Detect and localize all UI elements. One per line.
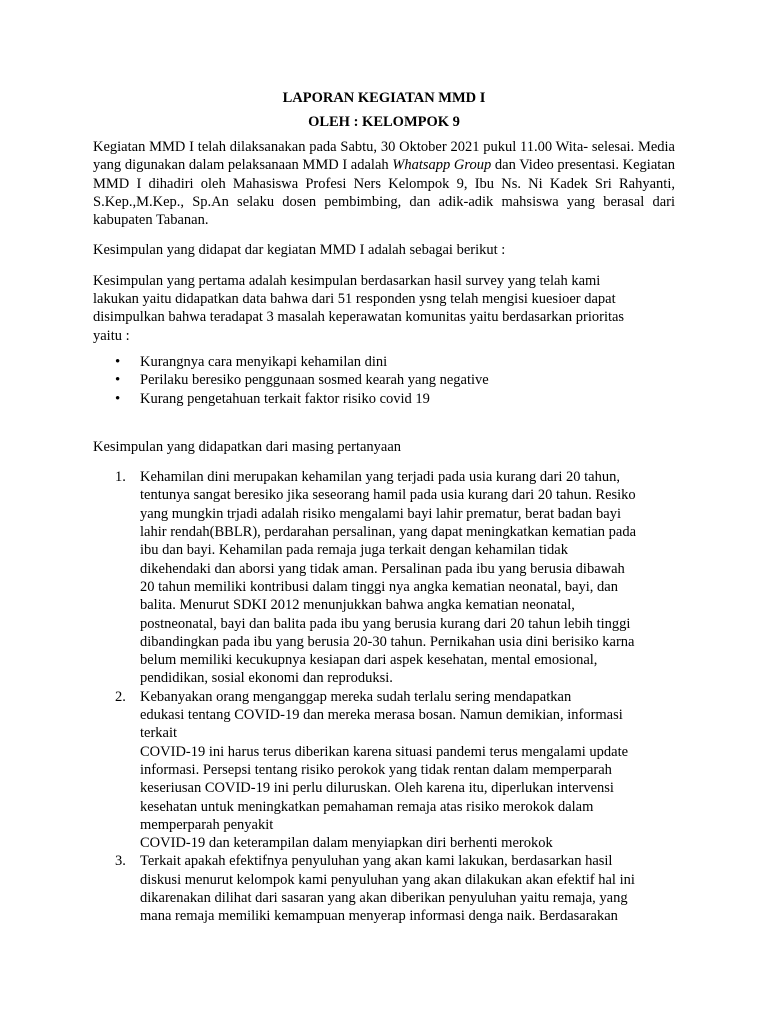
list-item: • Kurang pengetahuan terkait faktor risiko covid 19 [115,390,675,408]
answers-list [93,468,675,925]
answer-line: Kehamilan dini merupakan kehamilan yang terjadi pada usia kurang dari 20 tahun, [140,469,620,486]
answer-item-3 [115,852,675,925]
answer-line: ibu dan bayi. Kehamilan pada remaja juga terkait dengan kehamilan tidak [140,542,568,559]
answer-line: balita. Menurut SDKI 2012 menunjukkan bahwa angka kematian neonatal, [140,597,575,614]
answer-line: informasi. Persepsi tentang risiko perokok yang tidak rentan dalam memperparah [140,761,612,778]
intro-text-1: Kegiatan MMD I telah dilaksanakan pada Sabtu, 30 Oktober 2021 pukul 11.00 Wita- selesai. Media yang digunakan dalam pelaksanaan MMD I adalah [93,139,675,174]
document-subtitle: OLEH : KELOMPOK 9 [308,114,460,130]
question-lead: Kesimpulan yang didapatkan dari masing pertanyaan [93,438,402,455]
answer-line: COVID-19 ini harus terus diberikan karena situasi pandemi terus mengalami update [140,743,629,760]
first-conclusion-paragraph [93,272,675,345]
answer-line: edukasi tentang COVID-19 dan mereka merasa bosan. Namun demikian, informasi [140,707,623,724]
list-item: • Perilaku beresiko penggunaan sosmed kearah yang negative [115,371,675,389]
answer-line: postneonatal, bayi dan balita pada ibu yang berusia kurang dari 20 tahun lebih tinggi [140,615,631,632]
paragraph-line: disimpulkan bahwa teradapat 3 masalah keperawatan komunitas yaitu berdasarkan prioritas [93,309,625,326]
intro-italic-text: Whatsapp Group [392,157,492,174]
answer-item-2 [115,688,675,853]
answer-line: diskusi menurut kelompok kami penyuluhan yang akan dilakukan akan efektif hal ini [140,871,635,888]
priority-problem-list [93,353,675,408]
document-title: LAPORAN KEGIATAN MMD I [282,90,486,106]
answer-line: dibandingkan pada ibu yang berusia 20-30 tahun. Pernikahan usia dini berisiko karna [140,633,635,650]
answer-line: belum memiliki kecukupnya kesiapan dari aspek kesehatan, mental emosional, [140,652,598,669]
summary-lead: Kesimpulan yang didapat dar kegiatan MMD I adalah sebagai berikut : [93,242,506,259]
paragraph-line: Kesimpulan yang pertama adalah kesimpulan berdasarkan hasil survey yang telah kami [93,272,601,289]
answer-line: yang mungkin trjadi adalah risiko mengalami bayi lahir prematur, berat badan bayi [140,505,621,522]
answer-line: kesehatan untuk meningkatkan pemahaman remaja atas risiko merokok dalam [140,798,594,815]
document-body [93,88,675,926]
list-item: • Kurangnya cara menyikapi kehamilan dini [115,353,675,371]
answer-line: Terkait apakah efektifnya penyuluhan yang akan kami lakukan, berdasarkan hasil [140,853,613,870]
answer-line: memperparah penyakit [140,816,274,833]
answer-line: keseriusan COVID-19 ini perlu diluruskan. Oleh karena itu, diperlukan intervensi [140,780,614,797]
intro-text-2: dan Video presentasi. Kegiatan MMD I dihadiri oleh Mahasiswa Profesi Ners Kelompok 9, Ibu Ns. Ni Kadek Sri Rahyanti, S.Kep.,M.Kep., Sp.An selaku dosen pembimbing, dan adik-adik mahsiswa yang berasal dari kabupaten Tabanan. [93,157,675,229]
answer-item-1 [115,468,675,688]
list-number: 2. [115,688,126,705]
answer-line: 20 tahun memiliki kontribusi dalam tinggi nya angka kematian neonatal, bayi, dan [140,578,618,595]
list-number: 1. [115,469,126,486]
answer-line: dikehendaki dan aborsi yang tidak aman. Persalinan pada ibu yang berusia dibawah [140,560,625,577]
answer-line: Kebanyakan orang menganggap mereka sudah terlalu sering mendapatkan [140,688,572,705]
answer-line: COVID-19 dan keterampilan dalam menyiapkan diri berhenti merokok [140,835,553,852]
answer-line: dikarenakan dilihat dari sasaran yang akan diberikan penyuluhan yaitu remaja, yang [140,889,628,906]
answer-line: pendidikan, sosial ekonomi dan reproduksi. [140,670,393,687]
list-number: 3. [115,853,126,870]
paragraph-line: lakukan yaitu didapatkan data bahwa dari 51 responden ysng telah mengisi kuesioer dapat [93,291,616,308]
answer-line: mana remaja memiliki kemampuan menyerap informasi denga naik. Berdasarakan [140,908,618,925]
answer-line: terkait [140,725,178,742]
answer-line: tentunya sangat beresiko jika seseorang hamil pada usia kurang dari 20 tahun. Resiko [140,487,636,504]
intro-paragraph [93,138,675,229]
paragraph-line: yaitu : [93,327,130,344]
answer-line: lahir rendah(BBLR), perdarahan persalinan, yang dapat meningkatkan kematian pada [140,524,637,541]
